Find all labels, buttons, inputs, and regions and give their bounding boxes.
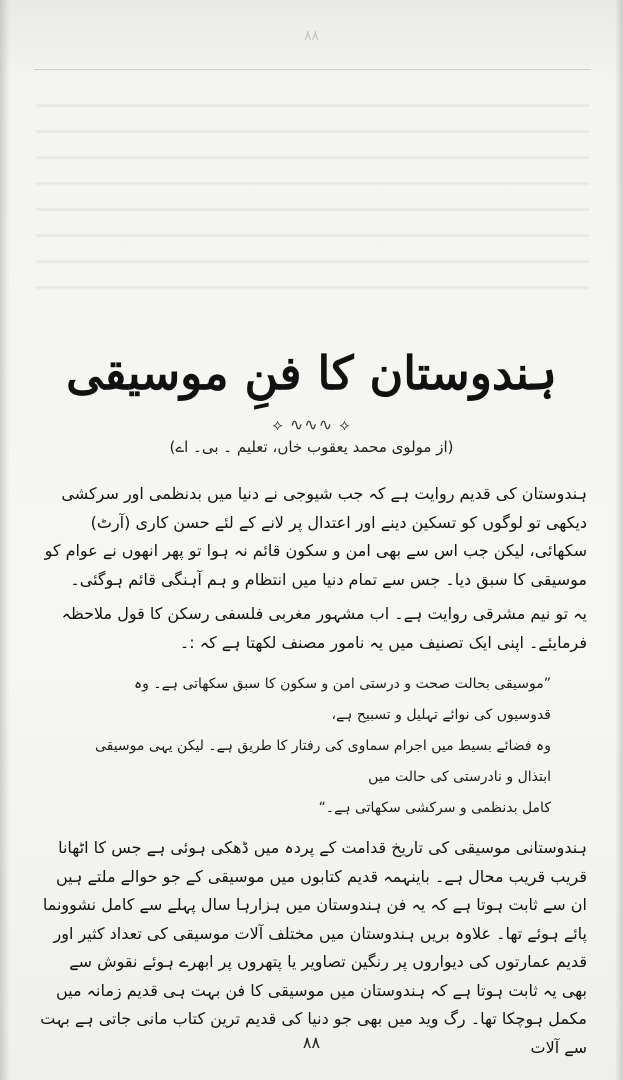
quote-line: ”موسیقی بحالت صحت و درستی امن و سکون کا سبق سکھاتی ہے۔ وہ قدوسیوں کی نوائے تہلیل و تسبیح ہے، xyxy=(133,676,551,723)
bleed-through-text-area xyxy=(36,82,589,310)
paragraph-history: ہندوستانی موسیقی کی تاریخ قدامت کے پردہ میں ڈھکی ہوئی ہے جس کا اٹھانا قریب قریب محال ہے۔ باینہمہ قدیم کتابوں میں موسیقی کے جو حوالے ملتے ہیں ان سے ثابت ہوتا ہے کہ یہ فن ہندوستان میں ہزارہا سال پہلے سے کامل نشوونما پائے ہوئے تھا۔ علاوہ بریں ہندوستان میں مختلف آلات موسیقی کی تعداد کثیر اور قدیم عمارتوں کی دیواروں پر رنگین تصاویر یا پتھروں پر ابھرے ہوئے نقوش سے بھی یہ ثابت ہوتا ہے کہ ہندوستان میں موسیقی کا فن بہت ہی قدیم زمانہ میں مکمل ہوچکا تھا۔ رگ وید میں بھی جو دنیا کی قدیم ترین کتاب مانی جاتی ہے بہت سے آلات xyxy=(40,838,587,1057)
title-ornament: ⟡ ∿∿∿ ⟡ xyxy=(272,415,351,434)
article-body xyxy=(40,480,587,1068)
ruskin-quote xyxy=(76,669,551,824)
paragraph-intro: ہندوستان کی قدیم روایت ہے کہ جب شیوجی نے دنیا میں بدنظمی اور سرکشی دیکھی تو لوگوں کو تسکین دینے اور اعتدال پر لانے کے لئے حسن کاری (آرٹ) سکھائی، لیکن جب اس سے بھی امن و سکون قائم نہ ہوا تو پھر انھوں نے عوام کو موسیقی کا سبق دیا۔ جس سے تمام دنیا میں انتظام و ہم آہنگی قائم ہوگئی۔ xyxy=(44,484,587,589)
author-byline: (از مولوی محمد یعقوب خاں، تعلیم ۔ بی۔ اے) xyxy=(169,438,454,456)
header-rule xyxy=(34,69,591,70)
page-edge-shadow-left xyxy=(0,0,10,1080)
faint-header-page-number: ۸۸ xyxy=(303,28,320,44)
page-edge-shadow-right xyxy=(615,0,623,1080)
page-number: ۸۸ xyxy=(302,1033,321,1052)
quote-line: وہ فضائے بسیط میں اجرام سماوی کی رفتار کا طریق ہے۔ لیکن یہی موسیقی ابتذال و نادرستی کی حالت میں xyxy=(94,738,551,785)
article-title: ہندوستان کا فنِ موسیقی xyxy=(66,346,557,400)
paragraph-ruskin-intro: یہ تو نیم مشرقی روایت ہے۔ اب مشہور مغربی فلسفی رسکن کا قول ملاحظہ فرمایئے۔ اپنی ایک تصنیف میں یہ نامور مصنف لکھتا ہے کہ :۔ xyxy=(61,604,587,652)
quote-line: کامل بدنظمی و سرکشی سکھاتی ہے۔“ xyxy=(318,800,551,816)
